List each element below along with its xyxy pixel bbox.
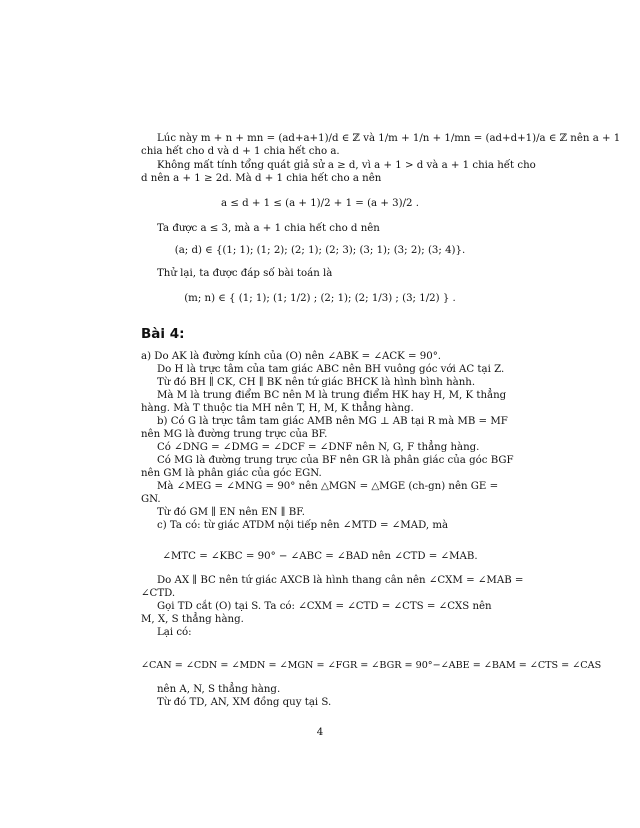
body-line: nên MG là đường trung trực của BF. [141, 429, 328, 440]
equation-angles: ∠MTC = ∠KBC = 90° − ∠ABC = ∠BAD nên ∠CTD = ∠MAB. [162, 551, 478, 562]
body-line: Mà ∠MEG = ∠MNG = 90° nên △MGN = △MGE (ch-gn) nên GE = [157, 481, 499, 492]
body-line: Do H là trực tâm của tam giác ABC nên BH vuông góc với AC tại Z. [157, 364, 505, 375]
equation-answer: (m; n) ∈ { (1; 1); (1; 1/2) ; (2; 1); (2; 1/3) ; (3; 1/2) } . [184, 293, 456, 304]
equation-inequality: a ≤ d + 1 ≤ (a + 1)/2 + 1 = (a + 3)/2 . [221, 198, 419, 209]
body-line: Lại có: [157, 627, 192, 638]
intro-line-5: Ta được a ≤ 3, mà a + 1 chia hết cho d nên [157, 223, 380, 234]
body-line: Do AX ∥ BC nên tứ giác AXCB là hình thang cân nên ∠CXM = ∠MAB = [157, 575, 524, 586]
equation-pairs: (a; d) ∈ {(1; 1); (1; 2); (2; 1); (2; 3); (3; 1); (3; 2); (3; 4)}. [174, 245, 466, 256]
body-line: Mà M là trung điểm BC nên M là trung điểm HK hay H, M, K thẳng [157, 390, 507, 401]
body-line: ∠CTD. [141, 588, 176, 599]
body-line: Có MG là đường trung trực của BF nên GR là phân giác của góc BGF [157, 455, 514, 466]
body-line: Từ đó GM ∥ EN nên EN ∥ BF. [157, 507, 305, 518]
body-line: M, X, S thẳng hàng. [141, 614, 244, 625]
page-number: 4 [316, 727, 324, 738]
body-line: nên GM là phân giác của góc EGN. [141, 468, 322, 479]
body-line: hàng. Mà T thuộc tia MH nên T, H, M, K thẳng hàng. [141, 403, 414, 414]
intro-line-2: chia hết cho d và d + 1 chia hết cho a. [141, 146, 340, 157]
body-line: Gọi TD cắt (O) tại S. Ta có: ∠CXM = ∠CTD = ∠CTS = ∠CXS nên [157, 601, 492, 612]
intro-line-3: Không mất tính tổng quát giả sử a ≥ d, vì a + 1 > d và a + 1 chia hết cho [157, 160, 536, 171]
body-line: GN. [141, 494, 161, 505]
section-title: Bài 4: [141, 326, 185, 342]
body-line: c) Ta có: từ giác ATDM nội tiếp nên ∠MTD = ∠MAD, mà [157, 520, 449, 531]
body-line: a) Do AK là đường kính của (O) nên ∠ABK = ∠ACK = 90°. [141, 351, 442, 362]
intro-line-4: d nên a + 1 ≥ 2d. Mà d + 1 chia hết cho a nên [141, 173, 382, 184]
body-line: b) Có G là trực tâm tam giác AMB nên MG ⊥ AB tại R mà MB = MF [157, 416, 508, 427]
intro-line-6: Thử lại, ta được đáp số bài toán là [157, 268, 333, 279]
body-line: Có ∠DNG = ∠DMG = ∠DCF = ∠DNF nên N, G, F thẳng hàng. [157, 442, 480, 453]
body-line: nên A, N, S thẳng hàng. [157, 684, 281, 695]
intro-line-1: Lúc này m + n + mn = (ad+a+1)/d ∈ ℤ và 1/m + 1/n + 1/mn = (ad+d+1)/a ∈ ℤ nên a + 1 [157, 133, 621, 144]
equation-long-chain: ∠CAN = ∠CDN = ∠MDN = ∠MGN = ∠FGR = ∠BGR = 90°−∠ABE = ∠BAM = ∠CTS = ∠CAS [141, 660, 602, 671]
body-line: Từ đó BH ∥ CK, CH ∥ BK nên tứ giác BHCK là hình bình hành. [157, 377, 476, 388]
body-line: Từ đó TD, AN, XM đồng quy tại S. [157, 697, 332, 708]
